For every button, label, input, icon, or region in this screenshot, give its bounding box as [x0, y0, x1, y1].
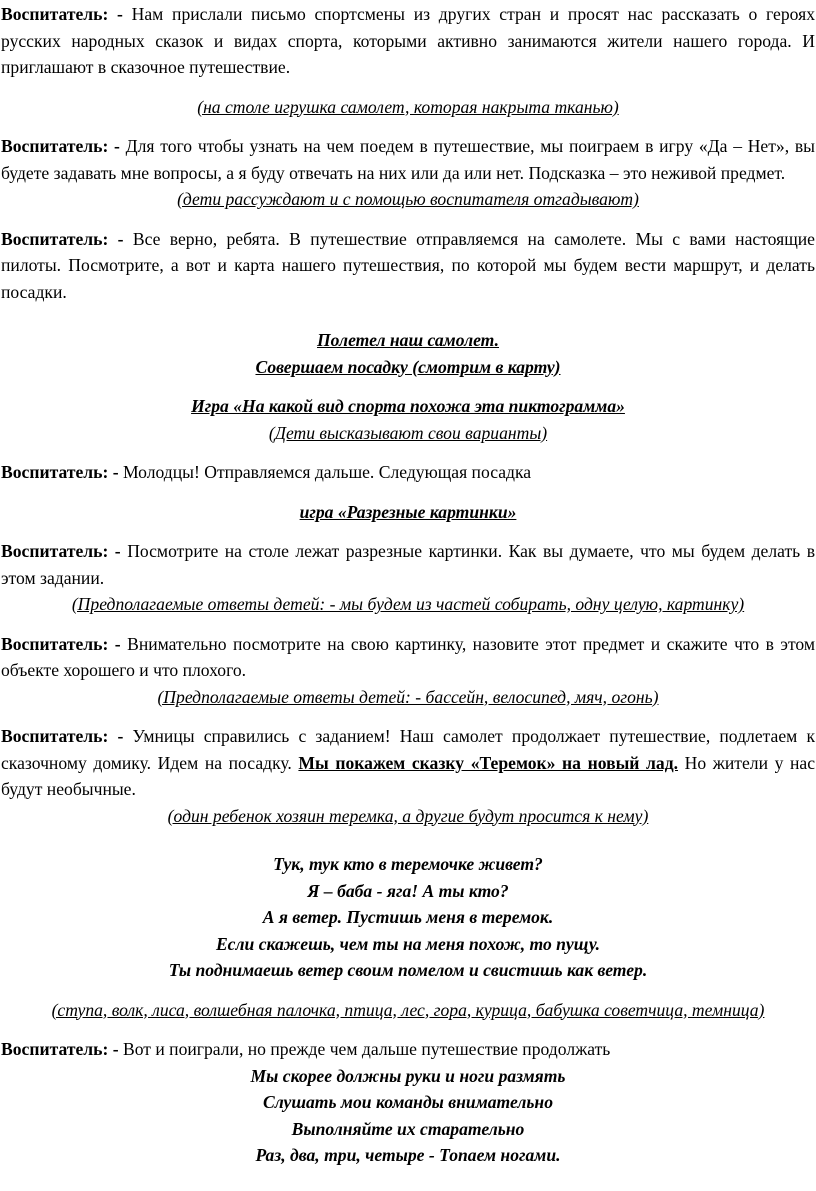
paragraph-next-stop [1, 459, 815, 486]
paragraph-airplane [1, 226, 815, 306]
verse-line: Мы скорее должны руки и ноги размять [250, 1065, 566, 1086]
paragraph-warmup [1, 1036, 815, 1063]
verse-line: Ты поднимаешь ветер своим помелом и свистишь как ветер. [168, 960, 648, 980]
paragraph-intro [1, 1, 815, 81]
speaker-label: Воспитатель: - [1, 1039, 119, 1059]
speaker-label: Воспитатель: - [1, 4, 123, 24]
stage-note: (дети рассуждают и с помощью воспитателя отгадывают) [177, 189, 639, 209]
verse-warmup [1, 1063, 815, 1169]
paragraph-text: Умницы справились с заданием! Наш самолет продолжает путешествие, подлетаем к сказочному домику. Идем на посадку. [1, 726, 815, 773]
verse-line: Тук, тук кто в теремочке живет? [273, 854, 543, 874]
speaker-label: Воспитатель: - [1, 726, 124, 746]
paragraph-text: Для того чтобы узнать на чем поедем в путешествие, мы поиграем в игру «Да – Нет», вы будете задавать мне вопросы, а я буду отвечать на них или да или нет. Подсказка – это неживой предмет. [1, 136, 815, 183]
verse-dialogue [1, 851, 815, 984]
verse-line: Выполняйте их старательно [291, 1118, 525, 1139]
speaker-label: Воспитатель: - [1, 228, 124, 249]
paragraph-text: Вот и поиграли, но прежде чем дальше путешествие продолжать [122, 1039, 611, 1059]
speaker-label: Воспитатель: - [1, 541, 121, 561]
paragraph-text: Внимательно посмотрите на свою картинку, назовите этот предмет и скажите что в этом объекте хорошего и что плохого. [1, 633, 816, 680]
paragraph-text: Но жители у нас будут необычные. [1, 752, 816, 799]
paragraph-good-bad [1, 631, 815, 684]
verse-line: Раз, два, три, четыре - Топаем ногами. [255, 1145, 561, 1165]
game-title: игра «Разрезные картинки» [299, 501, 517, 522]
paragraph-text: Все верно, ребята. В путешествие отправляемся на самолете. Мы с вами настоящие пилоты. Посмотрите, а вот и карта нашего путешествия, по которой мы будем вести маршрут, и делать посадки. [1, 228, 815, 302]
paragraph-text: Посмотрите на столе лежат разрезные картинки. Как вы думаете, что мы будем делать в этом задании. [1, 541, 815, 588]
section-heading: Полетел наш самолет. [317, 330, 499, 350]
speaker-label: Воспитатель: - [1, 462, 119, 482]
teremok-announcement: Мы покажем сказку «Теремок» на новый лад. [298, 752, 679, 773]
stage-note: (один ребенок хозяин теремка, а другие будут просится к нему) [167, 805, 649, 826]
verse-line: Слушать мои команды внимательно [263, 1092, 553, 1112]
stage-note: (ступа, волк, лиса, волшебная палочка, птица, лес, гора, курица, бабушка советчица, темница) [51, 999, 765, 1020]
stage-note: (Предполагаемые ответы детей: - бассейн, велосипед, мяч, огонь) [157, 686, 659, 707]
paragraph-teremok [1, 723, 815, 803]
paragraph-cut-pictures [1, 538, 815, 591]
section-heading: Совершаем посадку (смотрим в карту) [255, 356, 561, 377]
speaker-label: Воспитатель: - [1, 633, 121, 654]
verse-line: Если скажешь, чем ты на меня похож, то пущу. [215, 933, 601, 954]
verse-line: А я ветер. Пустишь меня в теремок. [262, 907, 554, 927]
stage-note: (на столе игрушка самолет, которая накрыта тканью) [197, 96, 619, 117]
paragraph-text: Молодцы! Отправляемся дальше. Следующая посадка [122, 462, 532, 482]
stage-note: (Предполагаемые ответы детей: - мы будем из частей собирать, одну целую, картинку) [71, 594, 745, 614]
game-title: Игра «На какой вид спорта похожа эта пиктограмма» [191, 396, 625, 416]
stage-note: (Дети высказывают свои варианты) [268, 422, 548, 443]
paragraph-text: Нам прислали письмо спортсмены из других стран и просят нас рассказать о героях русских народных сказок и видах спорта, которыми активно занимаются жители нашего города. И приглашают в сказочное путешествие. [1, 4, 815, 77]
paragraph-yes-no-game [1, 133, 815, 186]
speaker-label: Воспитатель: - [1, 136, 120, 156]
verse-line: Я – баба - яга! А ты кто? [307, 880, 509, 901]
